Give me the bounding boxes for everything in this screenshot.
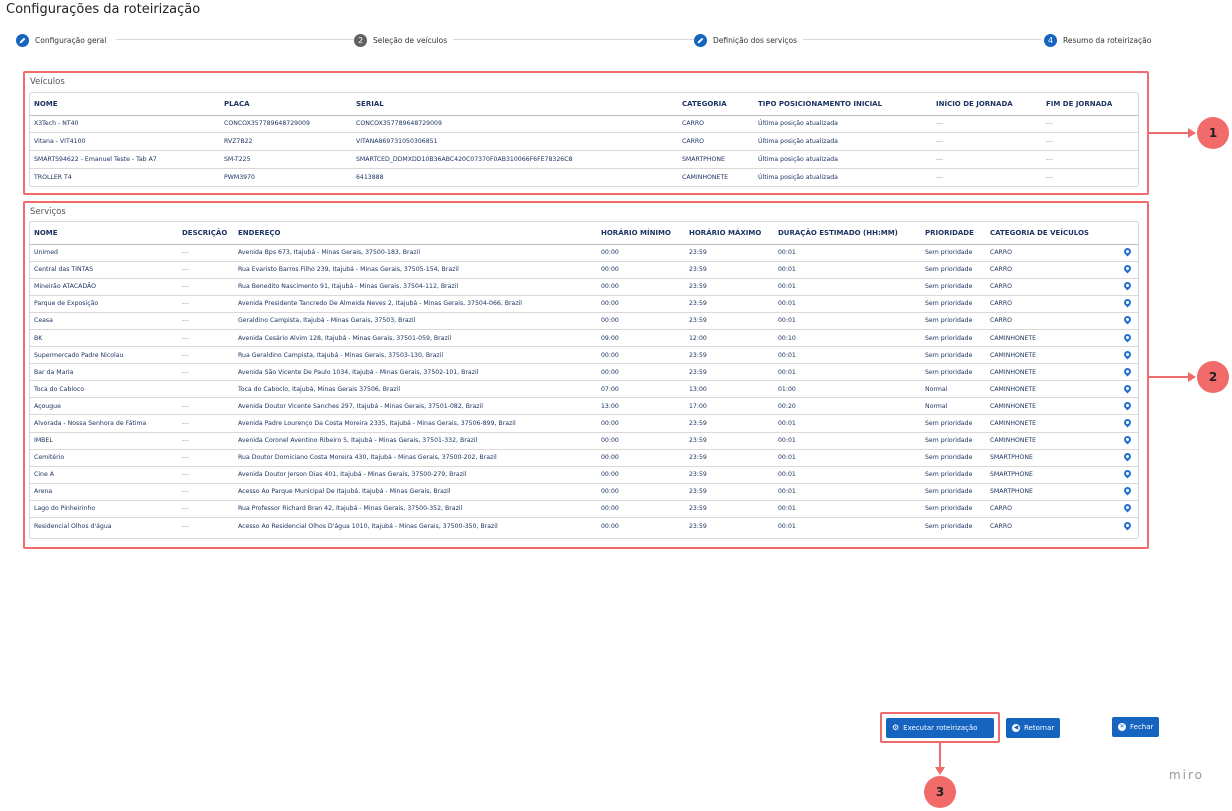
service-cell: Sem prioridade bbox=[921, 432, 986, 449]
vehicle-cell: Última posição atualizada bbox=[754, 115, 932, 133]
service-cell: --- bbox=[178, 329, 234, 346]
service-row[interactable] bbox=[30, 398, 1139, 415]
service-cell: --- bbox=[178, 398, 234, 415]
execute-label: Executar roteirização bbox=[903, 724, 978, 732]
service-cell: 00:20 bbox=[774, 398, 921, 415]
map-pin-cell[interactable] bbox=[1114, 329, 1139, 346]
map-pin-icon[interactable] bbox=[1122, 281, 1132, 291]
service-cell: Avenida Doutor Vicente Sanches 297, Itajubá - Minas Gerais, 37501-082, Brazil bbox=[234, 398, 597, 415]
service-cell: --- bbox=[178, 364, 234, 381]
service-cell: CAMINHONETE bbox=[986, 364, 1114, 381]
map-pin-icon[interactable] bbox=[1122, 486, 1132, 496]
map-pin-cell[interactable] bbox=[1114, 518, 1139, 535]
service-cell: 07:00 bbox=[597, 381, 685, 398]
service-cell: 00:00 bbox=[597, 244, 685, 261]
service-cell: 00:00 bbox=[597, 295, 685, 312]
map-pin-icon[interactable] bbox=[1122, 520, 1132, 530]
vehicles-title: Veículos bbox=[30, 77, 65, 87]
service-cell: Sem prioridade bbox=[921, 278, 986, 295]
step-definicao-servicos[interactable] bbox=[694, 32, 803, 48]
service-cell: 00:01 bbox=[774, 295, 921, 312]
map-pin-icon[interactable] bbox=[1122, 503, 1132, 513]
service-cell: 00:01 bbox=[774, 261, 921, 278]
service-cell: Açougue bbox=[30, 398, 178, 415]
col-header[interactable]: INÍCIO DE JORNADA bbox=[932, 93, 1042, 115]
service-cell: 23:59 bbox=[685, 244, 774, 261]
service-row[interactable] bbox=[30, 244, 1139, 261]
map-pin-cell[interactable] bbox=[1114, 398, 1139, 415]
vehicle-cell: CARRO bbox=[678, 115, 754, 133]
map-pin-cell[interactable] bbox=[1114, 312, 1139, 329]
service-cell: 00:00 bbox=[597, 432, 685, 449]
service-cell: 00:01 bbox=[774, 449, 921, 466]
col-header[interactable]: FIM DE JORNADA bbox=[1042, 93, 1139, 115]
service-cell: 00:01 bbox=[774, 364, 921, 381]
service-cell: 13:00 bbox=[685, 381, 774, 398]
vehicle-cell: --- bbox=[1042, 151, 1139, 169]
vehicle-cell: SM-T225 bbox=[220, 151, 352, 169]
service-cell: Sem prioridade bbox=[921, 312, 986, 329]
vehicle-cell: CONCOX357789648729009 bbox=[220, 115, 352, 133]
service-cell: 17:00 bbox=[685, 398, 774, 415]
service-cell: Bar da Maria bbox=[30, 364, 178, 381]
pencil-icon bbox=[16, 34, 29, 47]
service-cell: Rua Evaristo Barros Filho 239, Itajubá - Minas Gerais, 37505-154, Brazil bbox=[234, 261, 597, 278]
service-cell: 00:01 bbox=[774, 483, 921, 500]
service-cell: 23:59 bbox=[685, 364, 774, 381]
map-pin-icon[interactable] bbox=[1122, 366, 1132, 376]
service-cell: 12:00 bbox=[685, 329, 774, 346]
vehicle-cell: CAMINHONETE bbox=[682, 174, 729, 182]
map-pin-cell[interactable] bbox=[1114, 261, 1139, 278]
service-cell: Toca do Cabloco bbox=[30, 381, 178, 398]
service-cell: CAMINHONETE bbox=[986, 347, 1114, 364]
service-row[interactable] bbox=[30, 261, 1139, 278]
service-cell: Avenida Bps 673, Itajubá - Minas Gerais, 37500-183, Brazil bbox=[234, 244, 597, 261]
service-cell: 00:00 bbox=[597, 449, 685, 466]
service-cell: SMARTPHONE bbox=[986, 466, 1114, 483]
vehicle-row[interactable] bbox=[30, 133, 1139, 151]
stepper bbox=[16, 32, 1156, 48]
vehicle-cell: Vitana - VIT4100 bbox=[30, 133, 220, 151]
service-cell: Unimed bbox=[30, 244, 178, 261]
map-pin-cell[interactable] bbox=[1114, 278, 1139, 295]
service-cell: 23:59 bbox=[685, 466, 774, 483]
callout-1: 1 bbox=[1197, 117, 1229, 149]
service-cell: CAMINHONETE bbox=[986, 415, 1114, 432]
service-row[interactable] bbox=[30, 278, 1139, 295]
service-cell: Rua Geraldino Campista, Itajubá - Minas Gerais, 37503-130, Brazil bbox=[234, 347, 597, 364]
service-cell: 23:59 bbox=[685, 347, 774, 364]
service-cell: 00:01 bbox=[778, 522, 796, 530]
map-pin-icon[interactable] bbox=[1122, 469, 1132, 479]
map-pin-icon[interactable] bbox=[1122, 452, 1132, 462]
service-cell: Normal bbox=[921, 398, 986, 415]
service-cell: Supermercado Padre Nicolau bbox=[30, 347, 178, 364]
service-cell: Avenida Padre Lourenço Da Costa Moreira 2335, Itajubá - Minas Gerais, 37506-899, Brazil bbox=[234, 415, 597, 432]
service-row[interactable] bbox=[30, 312, 1139, 329]
map-pin-cell[interactable] bbox=[1114, 381, 1139, 398]
map-pin-icon[interactable] bbox=[1122, 418, 1132, 428]
service-cell: 23:59 bbox=[685, 415, 774, 432]
map-pin-icon[interactable] bbox=[1122, 349, 1132, 359]
vehicle-cell: --- bbox=[932, 151, 1042, 169]
service-cell: CAMINHONETE bbox=[986, 329, 1114, 346]
service-cell: --- bbox=[178, 449, 234, 466]
service-cell: Toca do Caboclo, Itajubá, Minas Gerais 37506, Brazil bbox=[234, 381, 597, 398]
service-cell: --- bbox=[178, 244, 234, 261]
service-cell: CAMINHONETE bbox=[986, 432, 1114, 449]
service-cell: Alvorada - Nossa Senhora de Fátima bbox=[30, 415, 178, 432]
service-cell: 00:00 bbox=[597, 312, 685, 329]
service-cell: --- bbox=[178, 347, 234, 364]
service-cell: Parque de Exposição bbox=[30, 295, 178, 312]
service-cell: Central das TINTAS bbox=[30, 261, 178, 278]
services-header-row bbox=[30, 222, 1139, 244]
service-cell bbox=[178, 381, 234, 398]
col-header[interactable]: DESCRIÇÃO bbox=[178, 222, 234, 244]
map-pin-cell[interactable] bbox=[1114, 500, 1139, 517]
callout-1-connector bbox=[1149, 132, 1189, 134]
service-cell: Rua Benedito Nascimento 91, Itajubá - Minas Gerais, 37504-112, Brazil bbox=[234, 278, 597, 295]
services-table bbox=[29, 221, 1139, 539]
service-cell: 00:00 bbox=[597, 415, 685, 432]
vehicle-cell: CONCOX357789648729009 bbox=[352, 115, 678, 133]
service-cell: Sem prioridade bbox=[921, 347, 986, 364]
map-pin-icon[interactable] bbox=[1122, 383, 1132, 393]
service-row[interactable] bbox=[30, 415, 1139, 432]
service-cell: 00:01 bbox=[774, 466, 921, 483]
step-label: Resumo da roteirização bbox=[1063, 35, 1152, 45]
service-cell: Mineirão ATACADÃO bbox=[30, 278, 178, 295]
step-label: Definição dos serviços bbox=[713, 35, 798, 45]
col-header bbox=[1114, 222, 1139, 244]
service-cell: --- bbox=[178, 483, 234, 500]
service-cell: Cine A bbox=[30, 466, 178, 483]
service-cell: --- bbox=[178, 466, 234, 483]
vehicle-cell: CARRO bbox=[678, 133, 754, 151]
service-cell: Sem prioridade bbox=[921, 415, 986, 432]
service-cell: Normal bbox=[921, 381, 986, 398]
service-cell: BK bbox=[30, 329, 178, 346]
service-cell: Lago do Pinheirinho bbox=[30, 500, 178, 517]
map-pin-icon[interactable] bbox=[1122, 400, 1132, 410]
service-cell: 13:00 bbox=[597, 398, 685, 415]
map-pin-cell[interactable] bbox=[1114, 364, 1139, 381]
service-cell: SMARTPHONE bbox=[986, 483, 1114, 500]
service-cell: Cemitério bbox=[30, 449, 178, 466]
service-cell: CAMINHONETE bbox=[986, 381, 1114, 398]
service-cell: 23:59 bbox=[685, 278, 774, 295]
service-cell: Acesso Ao Residencial Olhos D'água 1010, Itajubá - Minas Gerais, 37500-350, Brazil bbox=[238, 522, 498, 530]
service-cell: 00:00 bbox=[597, 364, 685, 381]
vehicle-cell: --- bbox=[1046, 174, 1053, 182]
service-cell: Geraldino Campista, Itajubá - Minas Gerais, 37503, Brazil bbox=[234, 312, 597, 329]
service-cell: Avenida São Vicente De Paulo 1034, Itajubá - Minas Gerais, 37502-101, Brazil bbox=[234, 364, 597, 381]
service-cell: 23:59 bbox=[685, 295, 774, 312]
vehicle-cell: Última posição atualizada bbox=[754, 133, 932, 151]
vehicle-row[interactable] bbox=[30, 115, 1139, 133]
map-pin-cell[interactable] bbox=[1114, 415, 1139, 432]
vehicle-cell: --- bbox=[1042, 115, 1139, 133]
vehicle-cell: --- bbox=[932, 133, 1042, 151]
map-pin-cell[interactable] bbox=[1114, 483, 1139, 500]
service-cell: 23:59 bbox=[685, 261, 774, 278]
vehicles-header-row bbox=[30, 93, 1139, 115]
step-label: Seleção de veículos bbox=[373, 35, 448, 45]
back-label: Retornar bbox=[1024, 724, 1055, 732]
service-cell: --- bbox=[178, 500, 234, 517]
vehicle-row[interactable] bbox=[30, 151, 1139, 169]
service-cell: Sem prioridade bbox=[921, 329, 986, 346]
service-cell: CARRO bbox=[986, 295, 1114, 312]
service-cell: 00:00 bbox=[597, 466, 685, 483]
step-configuracao-geral[interactable] bbox=[16, 32, 112, 48]
service-cell: --- bbox=[182, 522, 189, 530]
map-pin-icon[interactable] bbox=[1122, 435, 1132, 445]
callout-3-connector bbox=[939, 743, 941, 769]
col-header[interactable]: NOME bbox=[30, 93, 220, 115]
map-pin-cell[interactable] bbox=[1114, 432, 1139, 449]
service-cell: IMBEL bbox=[30, 432, 178, 449]
vehicle-cell: --- bbox=[932, 115, 1042, 133]
callout-2-connector bbox=[1149, 376, 1189, 378]
service-row[interactable] bbox=[30, 432, 1139, 449]
service-cell: Sem prioridade bbox=[921, 261, 986, 278]
service-cell: Sem prioridade bbox=[921, 364, 986, 381]
service-row[interactable] bbox=[30, 381, 1139, 398]
back-button[interactable] bbox=[1006, 718, 1060, 738]
service-cell: 00:01 bbox=[774, 312, 921, 329]
pencil-icon bbox=[694, 34, 707, 47]
service-cell: CARRO bbox=[986, 278, 1114, 295]
service-cell: Sem prioridade bbox=[925, 522, 973, 530]
service-cell: CAMINHONETE bbox=[986, 398, 1114, 415]
service-cell: --- bbox=[178, 278, 234, 295]
service-cell: Sem prioridade bbox=[921, 500, 986, 517]
step-label: Configuração geral bbox=[35, 35, 107, 45]
step-connector bbox=[801, 39, 1041, 40]
step-connector bbox=[451, 39, 696, 40]
service-row[interactable] bbox=[30, 329, 1139, 346]
vehicle-cell: PWM3970 bbox=[224, 174, 255, 182]
step-number-badge: 4 bbox=[1044, 34, 1057, 47]
service-row[interactable] bbox=[30, 483, 1139, 500]
map-pin-cell[interactable] bbox=[1114, 449, 1139, 466]
service-cell: --- bbox=[178, 432, 234, 449]
map-pin-icon[interactable] bbox=[1122, 298, 1132, 308]
service-cell: Sem prioridade bbox=[921, 244, 986, 261]
service-cell: 00:01 bbox=[774, 432, 921, 449]
service-cell: Acesso Ao Parque Municipal De Itajubá, Itajubá - Minas Gerais, Brazil bbox=[234, 483, 597, 500]
map-pin-icon[interactable] bbox=[1122, 247, 1132, 257]
service-cell: 00:00 bbox=[597, 483, 685, 500]
col-header[interactable]: NOME bbox=[30, 222, 178, 244]
service-cell: CARRO bbox=[986, 312, 1114, 329]
service-cell: 23:59 bbox=[685, 432, 774, 449]
service-cell: Sem prioridade bbox=[921, 483, 986, 500]
col-header[interactable]: DURAÇÃO ESTIMADO (HH:MM) bbox=[774, 222, 921, 244]
service-cell: CARRO bbox=[990, 522, 1013, 530]
vehicle-cell: --- bbox=[1042, 133, 1139, 151]
service-row[interactable] bbox=[30, 364, 1139, 381]
vehicle-row[interactable] bbox=[30, 168, 1139, 186]
col-header[interactable]: CATEGORIA DE VEÍCULOS bbox=[986, 222, 1114, 244]
vehicle-cell: RVZ7B22 bbox=[220, 133, 352, 151]
gears-icon: ⚙ bbox=[892, 723, 900, 732]
service-cell: 23:59 bbox=[685, 500, 774, 517]
close-label: Fechar bbox=[1130, 723, 1154, 731]
service-cell: 00:00 bbox=[597, 278, 685, 295]
service-row[interactable] bbox=[30, 466, 1139, 483]
service-cell: --- bbox=[178, 312, 234, 329]
service-cell: Sem prioridade bbox=[921, 295, 986, 312]
map-pin-icon[interactable] bbox=[1122, 332, 1132, 342]
service-cell: Residencial Olhos d'água bbox=[34, 522, 112, 530]
service-cell: Sem prioridade bbox=[921, 466, 986, 483]
col-header[interactable]: PLACA bbox=[220, 93, 352, 115]
vehicle-cell: X3Tech - NT40 bbox=[30, 115, 220, 133]
step-connector bbox=[116, 39, 356, 40]
service-cell: Avenida Cesário Alvim 128, Itajubá - Minas Gerais, 37501-059, Brazil bbox=[234, 329, 597, 346]
service-row[interactable] bbox=[30, 347, 1139, 364]
miro-watermark: miro bbox=[1168, 768, 1204, 782]
service-cell: Arena bbox=[30, 483, 178, 500]
col-header[interactable]: PRIORIDADE bbox=[921, 222, 986, 244]
col-header[interactable]: HORÁRIO MÁXIMO bbox=[685, 222, 774, 244]
service-cell: --- bbox=[178, 261, 234, 278]
execute-routing-button[interactable] bbox=[886, 718, 994, 738]
map-pin-cell[interactable] bbox=[1114, 244, 1139, 261]
close-icon: ✕ bbox=[1119, 723, 1125, 730]
service-cell: 00:01 bbox=[774, 278, 921, 295]
service-cell: Ceasa bbox=[30, 312, 178, 329]
close-button[interactable] bbox=[1112, 717, 1159, 737]
callout-2: 2 bbox=[1197, 361, 1229, 393]
service-cell: 23:59 bbox=[689, 522, 707, 530]
step-selecao-veiculos[interactable] bbox=[354, 32, 453, 48]
col-header[interactable]: SERIAL bbox=[352, 93, 678, 115]
vehicle-cell: --- bbox=[936, 174, 943, 182]
services-title: Serviços bbox=[30, 207, 66, 217]
service-cell: CARRO bbox=[986, 261, 1114, 278]
step-number-badge: 2 bbox=[354, 34, 367, 47]
service-cell: Avenida Doutor Jerson Dias 401, Itajubá - Minas Gerais, 37500-279, Brazil bbox=[234, 466, 597, 483]
service-cell: CARRO bbox=[986, 244, 1114, 261]
service-row[interactable] bbox=[30, 500, 1139, 517]
service-cell: 09:00 bbox=[597, 329, 685, 346]
col-header[interactable]: ENDEREÇO bbox=[234, 222, 597, 244]
vehicle-cell: 6413888 bbox=[356, 174, 384, 182]
service-cell: 00:01 bbox=[774, 244, 921, 261]
service-cell: Rua Doutor Domiciano Costa Moreira 430, Itajubá - Minas Gerais, 37500-202, Brazil bbox=[234, 449, 597, 466]
service-row[interactable] bbox=[30, 518, 1139, 535]
col-header[interactable]: CATEGORIA bbox=[678, 93, 754, 115]
map-pin-icon[interactable] bbox=[1122, 264, 1132, 274]
vehicles-table bbox=[29, 92, 1139, 187]
service-row[interactable] bbox=[30, 295, 1139, 312]
service-cell: --- bbox=[178, 415, 234, 432]
vehicle-cell: VITANA869731050306851 bbox=[352, 133, 678, 151]
service-cell: 00:01 bbox=[774, 500, 921, 517]
service-cell: Sem prioridade bbox=[921, 449, 986, 466]
service-cell: 01:00 bbox=[774, 381, 921, 398]
service-cell: 00:00 bbox=[597, 347, 685, 364]
vehicle-cell: Última posição atualizada bbox=[754, 151, 932, 169]
map-pin-cell[interactable] bbox=[1114, 347, 1139, 364]
vehicle-cell: Última posição atualizada bbox=[758, 174, 838, 182]
service-cell: 23:59 bbox=[685, 312, 774, 329]
service-cell: --- bbox=[178, 295, 234, 312]
arrow-left-icon: ◀ bbox=[1013, 724, 1019, 731]
vehicle-cell: SMARTS94622 - Emanuel Teste - Tab A7 bbox=[30, 151, 220, 169]
service-cell: 00:01 bbox=[774, 347, 921, 364]
map-pin-icon[interactable] bbox=[1122, 315, 1132, 325]
service-cell: CARRO bbox=[986, 500, 1114, 517]
col-header[interactable]: HORÁRIO MÍNIMO bbox=[597, 222, 685, 244]
service-row[interactable] bbox=[30, 449, 1139, 466]
service-cell: Rua Professor Richard Bran 42, Itajubá - Minas Gerais, 37500-352, Brazil bbox=[234, 500, 597, 517]
vehicle-cell: SMARTCED_DDMXDD10B36ABC420C07370F0AB310066F6FE78326C8 bbox=[352, 151, 678, 169]
service-cell: 00:00 bbox=[597, 500, 685, 517]
map-pin-cell[interactable] bbox=[1114, 466, 1139, 483]
step-resumo[interactable] bbox=[1044, 32, 1157, 48]
page-title: Configurações da roteirização bbox=[6, 2, 201, 17]
service-cell: 00:00 bbox=[597, 261, 685, 278]
col-header[interactable]: TIPO POSICIONAMENTO INICIAL bbox=[754, 93, 932, 115]
service-cell: Avenida Coronel Aventino Ribeiro 5, Itajubá - Minas Gerais, 37501-332, Brazil bbox=[234, 432, 597, 449]
vehicle-cell: TROLLER T4 bbox=[34, 174, 72, 182]
service-cell: SMARTPHONE bbox=[986, 449, 1114, 466]
service-cell: 00:10 bbox=[774, 329, 921, 346]
service-cell: 23:59 bbox=[685, 483, 774, 500]
service-cell: 23:59 bbox=[685, 449, 774, 466]
map-pin-cell[interactable] bbox=[1114, 295, 1139, 312]
callout-3: 3 bbox=[924, 776, 956, 808]
service-cell: 00:01 bbox=[774, 415, 921, 432]
service-cell: 00:00 bbox=[601, 522, 619, 530]
service-cell: Avenida Presidente Tancredo De Almeida Neves 2, Itajubá - Minas Gerais, 37504-066, Brazil bbox=[234, 295, 597, 312]
vehicle-cell: SMARTPHONE bbox=[678, 151, 754, 169]
